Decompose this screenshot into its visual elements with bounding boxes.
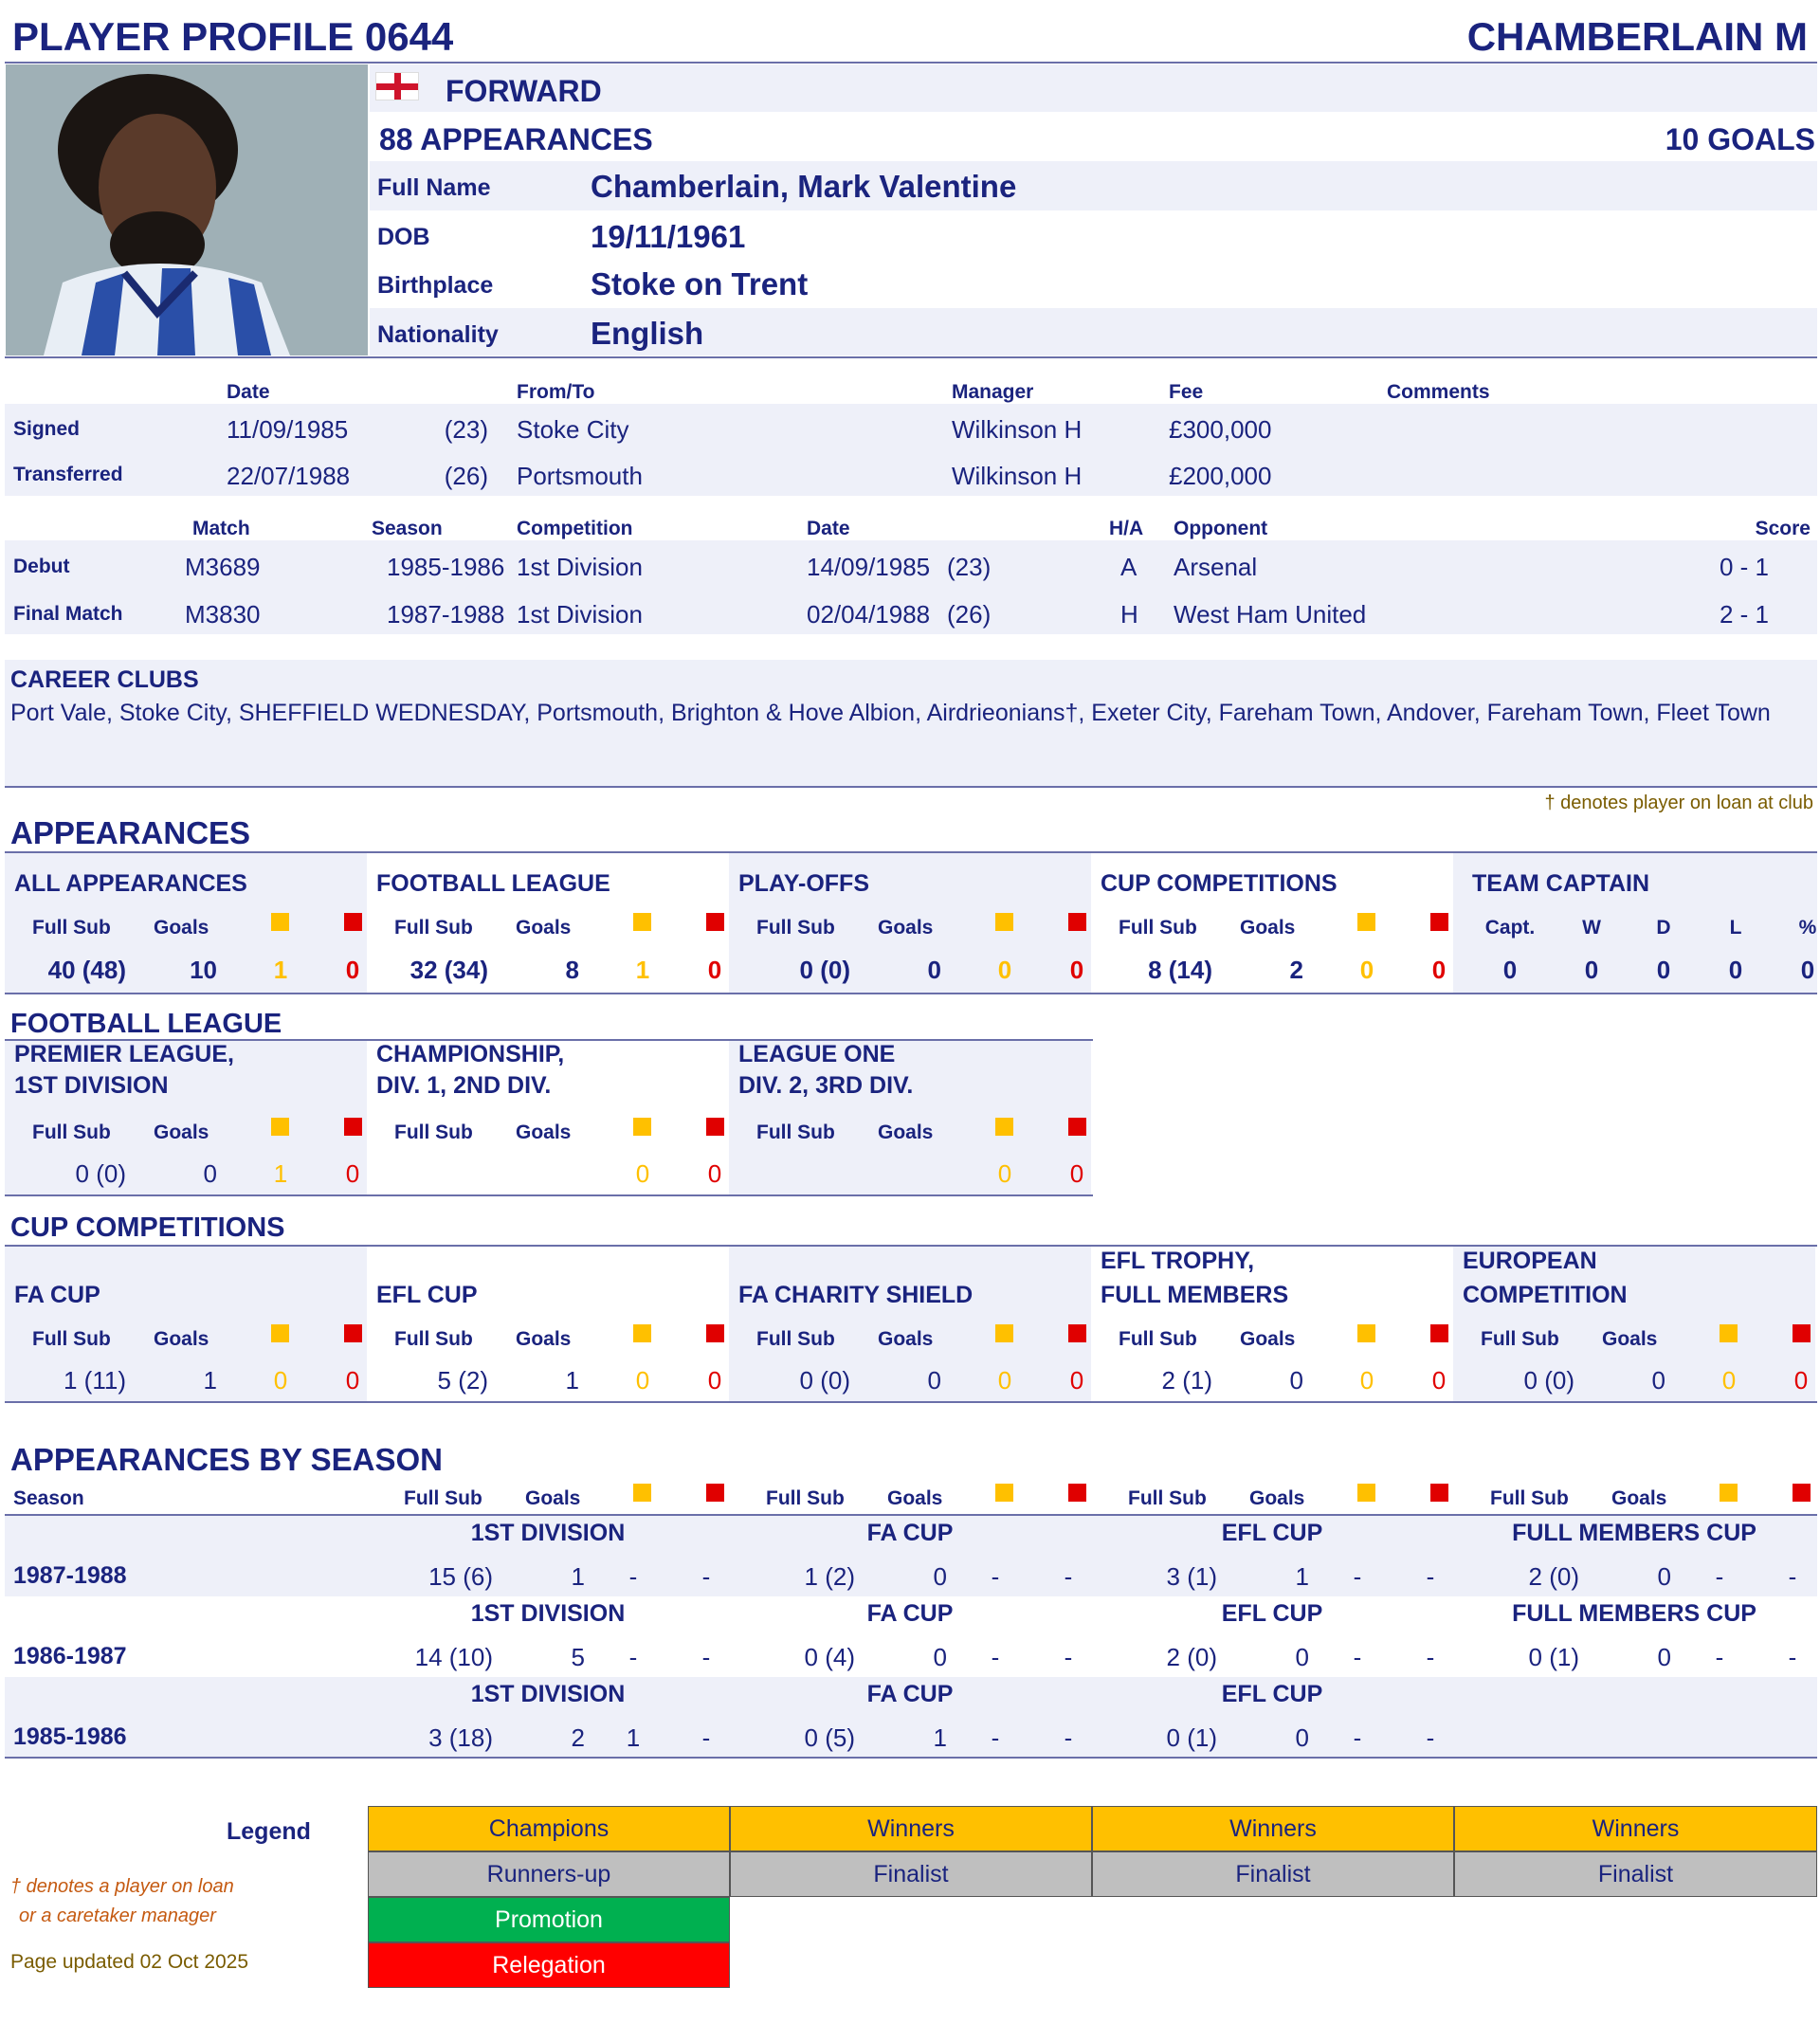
red-card-icon [1430,913,1448,931]
yellow-card-icon [271,1118,289,1136]
captain-value: 0 [1728,956,1743,984]
yellow-card-icon [1357,1324,1375,1342]
goals-header: Goals [516,1328,572,1350]
season-yellow-cards: - [1353,1723,1362,1752]
season-label: 1986-1987 [13,1643,127,1669]
red-card-icon [344,1118,362,1136]
stat-block-title: EFL CUP [376,1282,478,1308]
yellow-card-icon [633,913,651,931]
season-competition-name: 1ST DIVISION [470,1681,626,1707]
season-full-sub: 1 (2) [804,1562,855,1591]
season-label: 1985-1986 [13,1723,127,1750]
red-card-icon [1068,913,1086,931]
season-competition-name: FULL MEMBERS CUP [1512,1520,1756,1546]
player-photo [6,64,368,356]
transfer-manager: Wilkinson H [952,415,1083,444]
full-sub-header: Full Sub [404,1487,482,1509]
transfer-fee: £200,000 [1169,462,1272,490]
season-goals: 1 [933,1723,947,1752]
season-competition-name: FA CUP [866,1600,954,1627]
season-red-cards: - [1064,1643,1073,1671]
position: FORWARD [446,74,602,108]
match-ha: A [1120,553,1138,581]
stat-block-title: 1ST DIVISION [14,1072,169,1099]
stat-block-title: ALL APPEARANCES [14,870,247,897]
full-sub-header: Full Sub [756,1328,835,1350]
season-red-cards: - [1426,1723,1435,1752]
season-full-sub: 0 (5) [804,1723,855,1752]
match-type: Final Match [13,603,123,625]
season-yellow-cards: - [991,1643,1000,1671]
legend-promotion: Promotion [368,1897,730,1942]
full-sub-header: Full Sub [32,1328,111,1350]
yellow-cards-value: 0 [997,956,1012,984]
season-competition-name: 1ST DIVISION [470,1600,626,1627]
season-competition-name: FULL MEMBERS CUP [1512,1600,1756,1627]
red-cards-value: 0 [1431,956,1447,984]
full-sub-header: Full Sub [32,1121,111,1143]
goals-value: 2 [1289,956,1303,984]
season-full-sub: 2 (0) [1528,1562,1579,1591]
season-header: Season [13,1487,84,1509]
red-card-icon [344,913,362,931]
goals-value: 0 [927,956,941,984]
captain-header: L [1729,917,1742,939]
stat-block-title: FOOTBALL LEAGUE [376,870,610,897]
captain-header: % [1798,917,1817,939]
red-card-icon [1068,1484,1086,1502]
transfer-header-comments: Comments [1387,381,1490,403]
goals-header: Goals [878,1121,934,1143]
player-name-heading: CHAMBERLAIN M [1466,14,1808,59]
transfer-type: Transferred [13,464,123,485]
red-cards-value: 0 [345,956,360,984]
full-sub-value: 40 (48) [47,956,126,984]
full-sub-header: Full Sub [756,1121,835,1143]
career-title: CAREER CLUBS [10,666,199,693]
match-id: M3830 [185,600,261,629]
season-label: 1987-1988 [13,1562,127,1589]
red-card-icon [706,1118,724,1136]
yellow-card-icon [1357,913,1375,931]
season-red-cards: - [701,1562,711,1591]
match-score: 2 - 1 [1719,600,1769,629]
red-card-icon [1430,1324,1448,1342]
red-card-icon [1430,1484,1448,1502]
season-goals: 0 [1295,1723,1309,1752]
cup-competitions-title: CUP COMPETITIONS [10,1212,285,1243]
full-sub-value: 1 (11) [64,1366,126,1395]
match-header-match: Match [192,518,250,539]
season-full-sub: 3 (18) [428,1723,493,1752]
football-league-title: FOOTBALL LEAGUE [10,1009,282,1039]
stat-block-title: DIV. 1, 2ND DIV. [376,1072,552,1099]
season-goals: 0 [933,1643,947,1671]
stat-block-bg [5,1247,367,1401]
season-yellow-cards: - [1715,1562,1724,1591]
season-full-sub: 15 (6) [428,1562,493,1591]
appearances-total: 88 APPEARANCES [379,122,653,156]
goals-value: 1 [203,1366,217,1395]
season-red-cards: - [701,1723,711,1752]
season-goals: 0 [933,1562,947,1591]
red-cards-value: 0 [707,956,722,984]
season-yellow-cards: - [991,1562,1000,1591]
red-cards-value: 0 [345,1159,360,1188]
appearances-title: APPEARANCES [10,815,251,850]
season-yellow-cards: - [1353,1562,1362,1591]
season-goals: 0 [1657,1643,1671,1671]
field-label-birthplace: Birthplace [377,272,494,299]
season-red-cards: - [1064,1723,1073,1752]
transfer-club: Stoke City [517,415,629,444]
legend-winners: Winners [730,1806,1092,1851]
yellow-card-icon [1720,1324,1738,1342]
red-card-icon [1793,1484,1811,1502]
red-card-icon [1068,1324,1086,1342]
red-card-icon [706,913,724,931]
goals-header: Goals [887,1487,943,1509]
yellow-card-icon [633,1118,651,1136]
full-sub-header: Full Sub [1490,1487,1569,1509]
stat-block-title: EFL TROPHY, [1101,1248,1255,1274]
full-sub-header: Full Sub [394,917,473,939]
match-header-opponent: Opponent [1174,518,1268,539]
yellow-card-icon [1720,1484,1738,1502]
goals-header: Goals [525,1487,581,1509]
match-competition: 1st Division [517,600,643,629]
captain-value: 0 [1800,956,1815,984]
field-value-nationality: English [591,316,704,351]
season-goals: 0 [1295,1643,1309,1671]
red-cards-value: 0 [345,1366,360,1395]
yellow-cards-value: 0 [1721,1366,1737,1395]
season-competition-name: EFL CUP [1221,1520,1323,1546]
yellow-cards-value: 1 [273,956,288,984]
season-goals: 2 [571,1723,585,1752]
match-header-competition: Competition [517,518,633,539]
field-label-fullname: Full Name [377,174,491,201]
full-sub-value: 0 (0) [799,956,850,984]
season-yellow-cards: - [1715,1643,1724,1671]
goals-header: Goals [878,1328,934,1350]
season-red-cards: - [1788,1562,1797,1591]
stat-block-title: COMPETITION [1463,1282,1628,1308]
yellow-card-icon [1357,1484,1375,1502]
season-yellow-cards: - [628,1643,638,1671]
captain-header: D [1656,917,1671,939]
match-header-score: Score [1755,518,1811,539]
transfer-header-fee: Fee [1169,381,1204,403]
goals-header: Goals [154,1328,209,1350]
full-sub-value: 5 (2) [437,1366,488,1395]
transfer-type: Signed [13,418,81,440]
legend-runners-up: Runners-up [368,1851,730,1897]
yellow-card-icon [633,1324,651,1342]
stat-block-title: EUROPEAN [1463,1248,1597,1274]
red-card-icon [1068,1118,1086,1136]
goals-header: Goals [516,1121,572,1143]
match-header-ha: H/A [1109,518,1144,539]
yellow-cards-value: 0 [1359,956,1374,984]
match-competition: 1st Division [517,553,643,581]
season-full-sub: 14 (10) [414,1643,493,1671]
red-cards-value: 0 [707,1159,722,1188]
captain-title: TEAM CAPTAIN [1472,870,1650,897]
legend-loan-note: † denotes a player on loan [10,1876,234,1897]
match-date: 02/04/1988 [807,600,931,629]
full-sub-header: Full Sub [756,917,835,939]
season-competition-name: EFL CUP [1221,1600,1323,1627]
season-full-sub: 2 (0) [1166,1643,1217,1671]
match-header-date: Date [807,518,850,539]
season-goals: 1 [571,1562,585,1591]
red-cards-value: 0 [1793,1366,1809,1395]
full-sub-value: 32 (34) [410,956,488,984]
yellow-card-icon [271,1324,289,1342]
yellow-cards-value: 1 [635,956,650,984]
yellow-card-icon [633,1484,651,1502]
transfer-club: Portsmouth [517,462,643,490]
match-header-season: Season [372,518,443,539]
transfer-header-club: From/To [517,381,595,403]
season-competition-name: 1ST DIVISION [470,1520,626,1546]
yellow-card-icon [995,1324,1013,1342]
yellow-card-icon [995,913,1013,931]
season-goals: 0 [1657,1562,1671,1591]
yellow-cards-value: 0 [635,1159,650,1188]
season-red-cards: - [1426,1643,1435,1671]
red-card-icon [706,1484,724,1502]
field-label-dob: DOB [377,224,430,250]
yellow-card-icon [271,913,289,931]
captain-value: 0 [1656,956,1671,984]
legend-finalist: Finalist [1092,1851,1454,1897]
transfer-date: 22/07/1988 [227,462,351,490]
season-red-cards: - [1788,1643,1797,1671]
transfer-age: (23) [444,415,488,444]
red-cards-value: 0 [1069,1159,1084,1188]
goals-header: Goals [154,1121,209,1143]
match-season: 1987-1988 [387,600,505,629]
yellow-card-icon [995,1118,1013,1136]
goals-header: Goals [516,917,572,939]
stat-block-title: FA CUP [14,1282,100,1308]
field-value-fullname: Chamberlain, Mark Valentine [591,169,1017,204]
full-sub-value: 0 (0) [799,1366,850,1395]
match-age: (23) [947,553,992,581]
yellow-cards-value: 0 [997,1366,1012,1395]
legend-caretaker-note: or a caretaker manager [19,1905,216,1926]
match-date: 14/09/1985 [807,553,931,581]
full-sub-value: 0 (0) [75,1159,126,1188]
goals-value: 0 [927,1366,941,1395]
season-goals: 5 [571,1643,585,1671]
page-updated: Page updated 02 Oct 2025 [10,1951,249,1973]
transfer-header-manager: Manager [952,381,1034,403]
match-id: M3689 [185,553,261,581]
stat-block-bg [729,1247,1091,1401]
stat-block-title: CUP COMPETITIONS [1101,870,1338,897]
legend-finalist: Finalist [1454,1851,1817,1897]
page-title: PLAYER PROFILE 0644 [12,14,454,59]
full-sub-value: 2 (1) [1161,1366,1212,1395]
captain-header: W [1582,917,1601,939]
stat-block-title: PLAY-OFFS [738,870,869,897]
red-cards-value: 0 [1069,956,1084,984]
yellow-cards-value: 0 [1359,1366,1374,1395]
legend-winners: Winners [1092,1806,1454,1851]
season-yellow-cards: - [991,1723,1000,1752]
full-sub-value: 0 (0) [1523,1366,1574,1395]
yellow-cards-value: 0 [273,1366,288,1395]
red-card-icon [1793,1324,1811,1342]
england-flag-icon [375,72,419,100]
field-label-nationality: Nationality [377,321,499,348]
season-full-sub: 0 (1) [1166,1723,1217,1752]
field-value-dob: 19/11/1961 [591,219,746,254]
yellow-cards-value: 0 [635,1366,650,1395]
full-sub-header: Full Sub [1481,1328,1559,1350]
stat-block-title: FA CHARITY SHIELD [738,1282,974,1308]
captain-header: Capt. [1484,917,1536,939]
transfer-age: (26) [444,462,488,490]
full-sub-value: 8 (14) [1148,956,1212,984]
captain-value: 0 [1584,956,1599,984]
transfer-header-date: Date [227,381,270,403]
transfer-date: 11/09/1985 [227,415,349,444]
transfer-manager: Wilkinson H [952,462,1083,490]
goals-value: 0 [1289,1366,1303,1395]
match-opponent: Arsenal [1174,553,1258,581]
goals-header: Goals [1240,917,1296,939]
season-yellow-cards: - [628,1562,638,1591]
captain-value: 0 [1502,956,1518,984]
stat-block-title: PREMIER LEAGUE, [14,1041,234,1067]
goals-value: 0 [203,1159,217,1188]
season-competition-name: FA CUP [866,1681,954,1707]
red-card-icon [706,1324,724,1342]
goals-value: 1 [565,1366,579,1395]
stat-block-title: LEAGUE ONE [738,1041,896,1067]
yellow-card-icon [995,1484,1013,1502]
by-season-title: APPEARANCES BY SEASON [10,1442,443,1477]
field-value-birthplace: Stoke on Trent [591,266,809,301]
yellow-cards-value: 1 [273,1159,288,1188]
season-yellow-cards: 1 [626,1723,641,1752]
goals-header: Goals [1611,1487,1667,1509]
legend-finalist: Finalist [730,1851,1092,1897]
full-sub-header: Full Sub [1119,1328,1197,1350]
legend-title: Legend [227,1818,311,1845]
goals-header: Goals [1249,1487,1305,1509]
season-full-sub: 0 (1) [1528,1643,1579,1671]
season-yellow-cards: - [1353,1643,1362,1671]
goals-header: Goals [878,917,934,939]
match-opponent: West Ham United [1174,600,1367,629]
match-score: 0 - 1 [1719,553,1769,581]
full-sub-header: Full Sub [1119,917,1197,939]
season-competition-name: EFL CUP [1221,1681,1323,1707]
match-ha: H [1120,600,1138,629]
full-sub-header: Full Sub [394,1328,473,1350]
legend-relegation: Relegation [368,1942,730,1988]
season-red-cards: - [1064,1562,1073,1591]
stat-block-title: FULL MEMBERS [1101,1282,1289,1308]
yellow-cards-value: 0 [997,1159,1012,1188]
full-sub-header: Full Sub [394,1121,473,1143]
legend-winners: Winners [1454,1806,1817,1851]
goals-header: Goals [154,917,209,939]
goals-value: 10 [190,956,217,984]
match-age: (26) [947,600,992,629]
stat-block-title: DIV. 2, 3RD DIV. [738,1072,914,1099]
goals-value: 8 [565,956,579,984]
match-season: 1985-1986 [387,553,505,581]
match-type: Debut [13,556,70,577]
red-cards-value: 0 [1431,1366,1447,1395]
season-goals: 1 [1295,1562,1309,1591]
goals-header: Goals [1602,1328,1658,1350]
season-full-sub: 3 (1) [1166,1562,1217,1591]
season-competition-name: FA CUP [866,1520,954,1546]
legend-champions: Champions [368,1806,730,1851]
career-clubs: Port Vale, Stoke City, SHEFFIELD WEDNESDAY, Portsmouth, Brighton & Hove Albion, Airdrieonians†, Exeter City, Fareham Town, Andover, Fareham Town, Fleet Town [10,700,1771,726]
full-sub-header: Full Sub [32,917,111,939]
transfer-fee: £300,000 [1169,415,1272,444]
full-sub-header: Full Sub [766,1487,845,1509]
full-sub-header: Full Sub [1128,1487,1207,1509]
season-full-sub: 0 (4) [804,1643,855,1671]
season-red-cards: - [1426,1562,1435,1591]
goals-value: 0 [1651,1366,1665,1395]
red-cards-value: 0 [707,1366,722,1395]
loan-note: † denotes player on loan at club [1544,793,1813,813]
stat-block-title: CHAMPIONSHIP, [376,1041,565,1067]
red-card-icon [344,1324,362,1342]
red-cards-value: 0 [1069,1366,1084,1395]
season-red-cards: - [701,1643,711,1671]
goals-header: Goals [1240,1328,1296,1350]
goals-total: 10 GOALS [1665,122,1815,156]
